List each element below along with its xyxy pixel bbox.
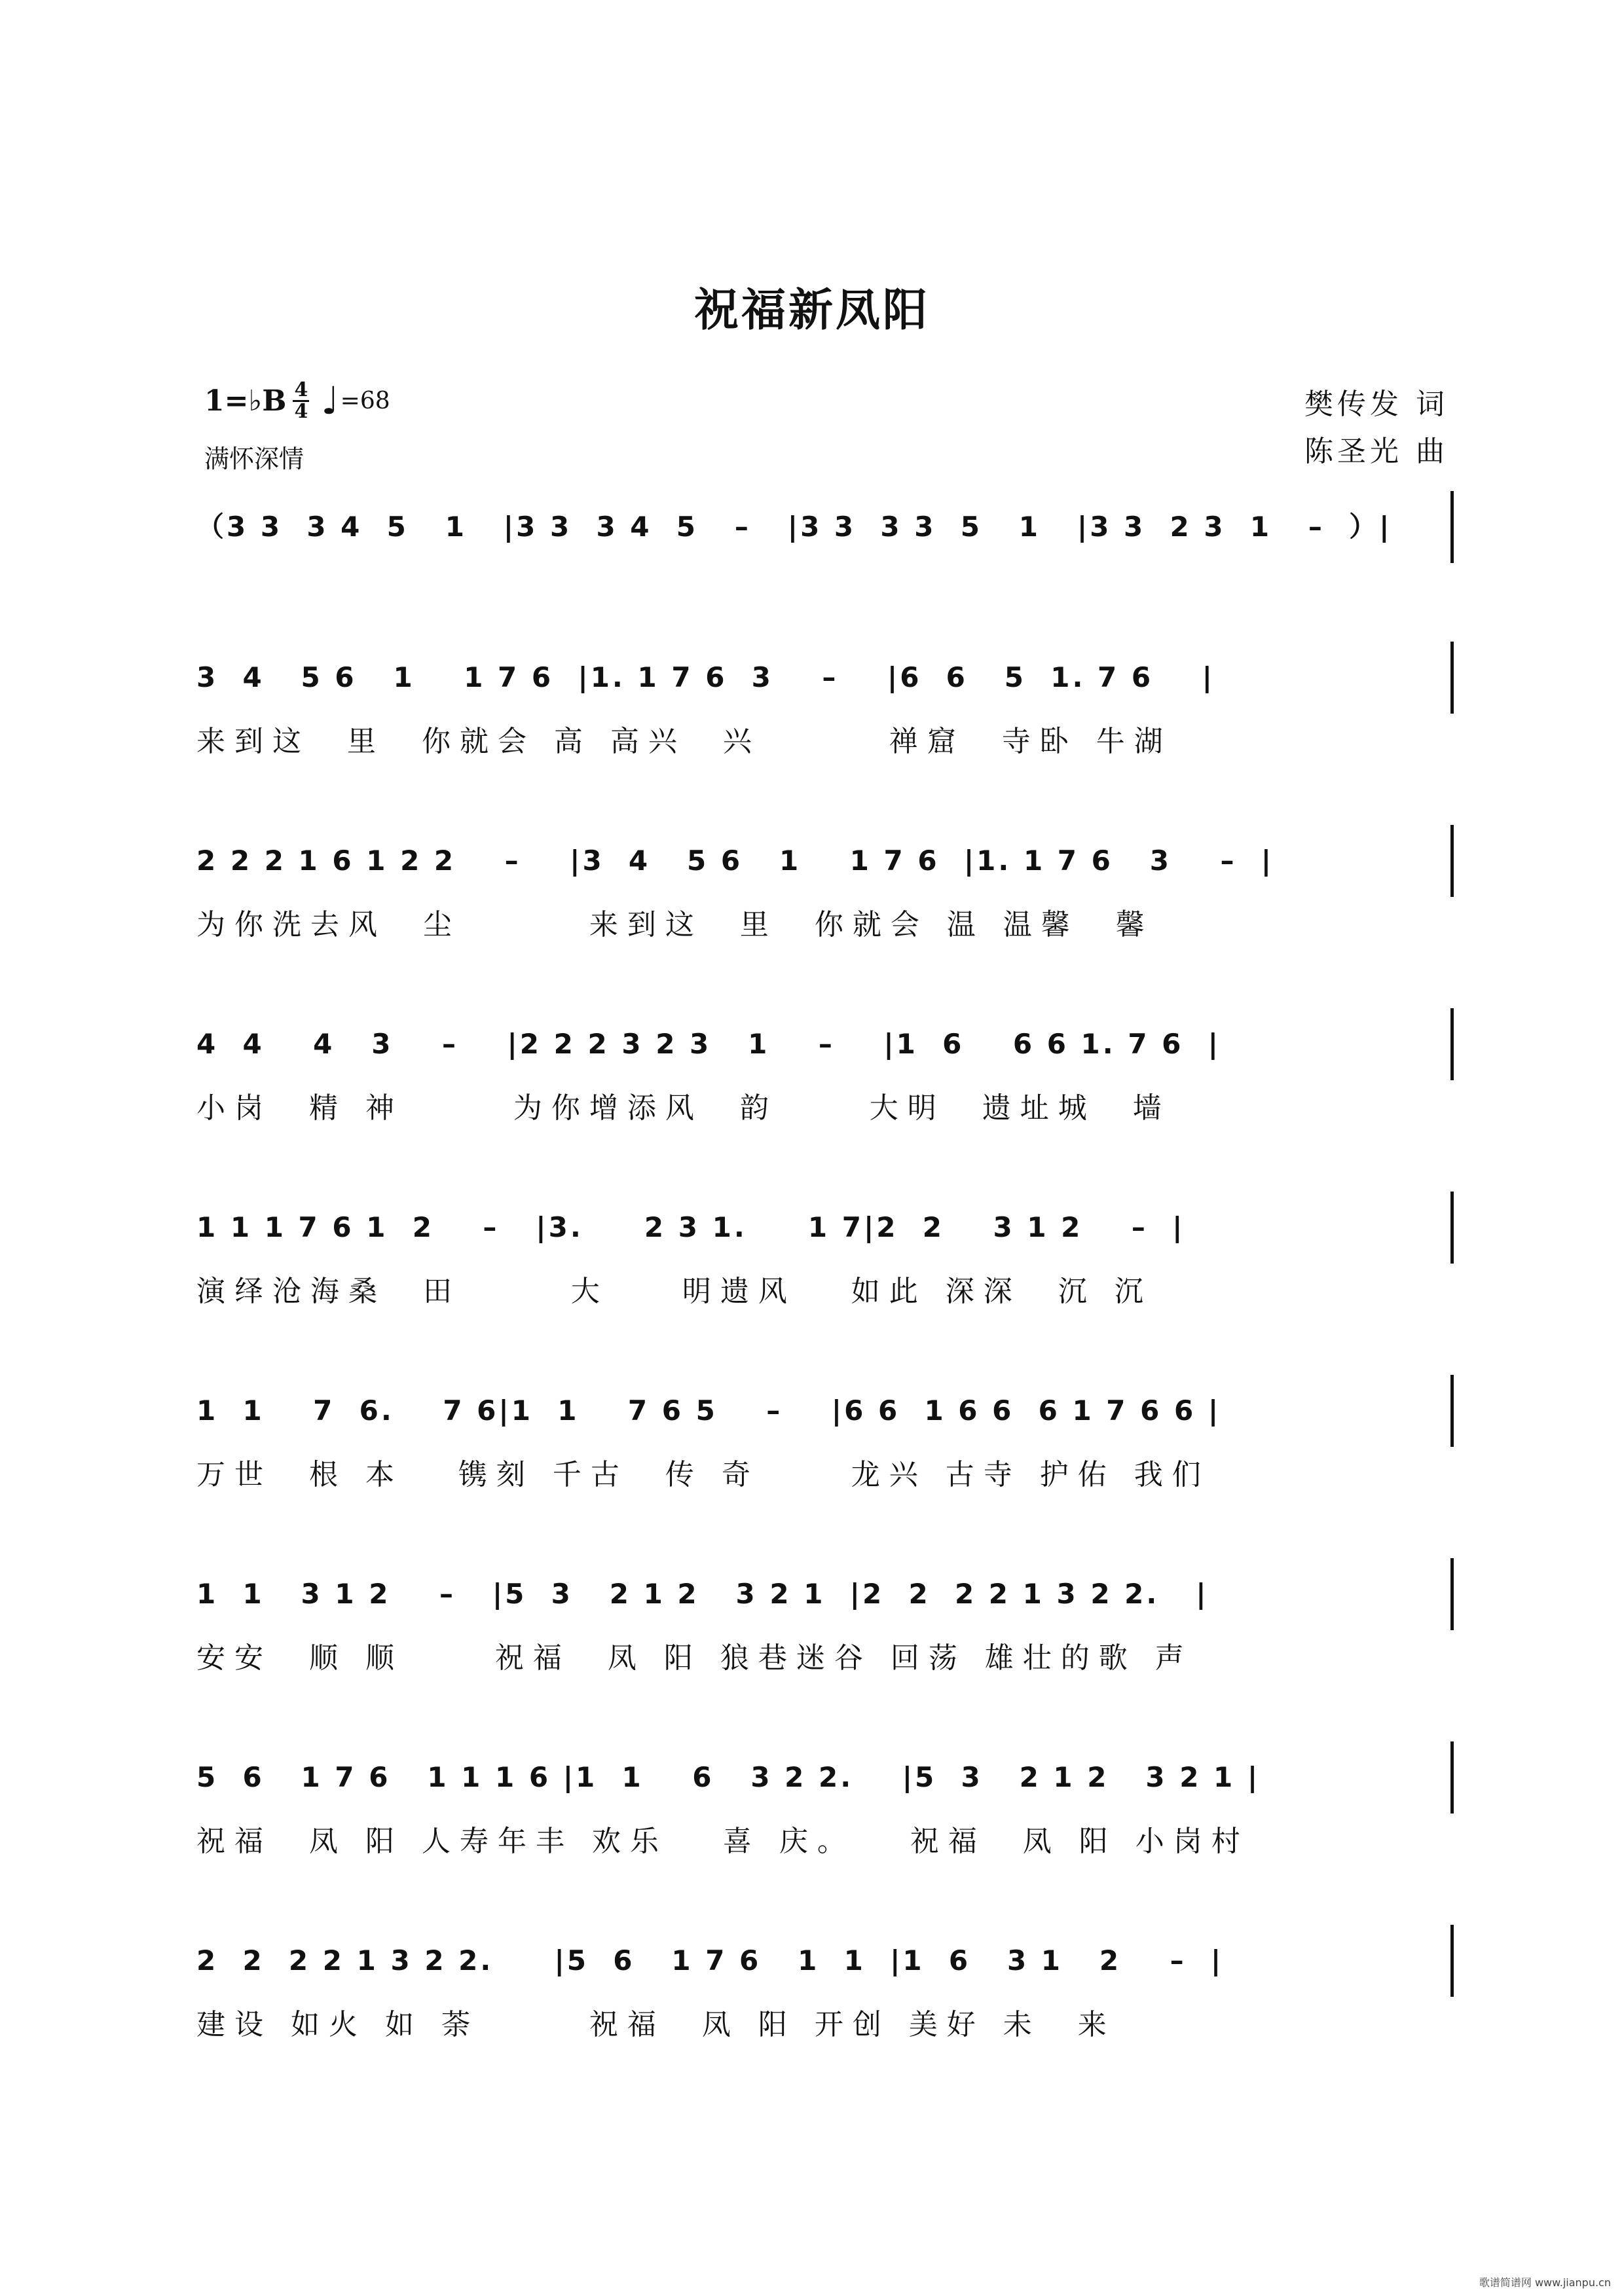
music-system-5: [196, 1192, 1454, 1315]
notation-line: 4 4 4 3 – |2 2 2 3 2 3 1 – |1 6 6 6 1. 7 6 |: [196, 1008, 1454, 1080]
meter-top: 4: [294, 378, 308, 401]
notation-line: 2 2 2 1 6 1 2 2 – |3 4 5 6 1 1 7 6 |1. 1 7 6 3 – |: [196, 825, 1454, 897]
notation-line: （3 3 3 4 5 1 |3 3 3 4 5 – |3 3 3 3 5 1 |3 3 2 3 1 – ）|: [196, 491, 1454, 563]
quarter-note-icon: ♩: [321, 378, 339, 423]
lyrics-line: 演绎沧海桑 田 大 明遗风 如此 深深 沉 沉: [196, 1275, 1153, 1308]
music-system-2: [196, 642, 1454, 765]
song-title: 祝福新凤阳: [693, 284, 930, 337]
music-system-7: [196, 1558, 1454, 1681]
notation-line: 3 4 5 6 1 1 7 6 |1. 1 7 6 3 – |6 6 5 1. 7 6 |: [196, 642, 1454, 714]
music-system-6: [196, 1375, 1454, 1498]
notation-line: 1 1 7 6. 7 6|1 1 7 6 5 – |6 6 1 6 6 6 1 7 6 6 |: [196, 1375, 1454, 1447]
lyrics-line: 万世 根 本 镌刻 千古 传 奇 龙兴 古寺 护佑 我们: [196, 1458, 1210, 1491]
music-system-9: [196, 1925, 1454, 2048]
key-label: 1=♭B: [204, 384, 287, 418]
tempo-marking: =68: [340, 387, 390, 414]
key-signature: [204, 378, 390, 423]
credits: [1304, 381, 1449, 475]
music-system-3: [196, 825, 1454, 948]
lyrics-line: 祝福 凤 阳 人寿年丰 欢乐 喜 庆。 祝福 凤 阳 小岗村: [196, 1825, 1249, 1858]
expression-marking: 满怀深情: [204, 445, 304, 473]
music-system-4: [196, 1008, 1454, 1131]
notation-line: 2 2 2 2 1 3 2 2. |5 6 1 7 6 1 1 |1 6 3 1 2 – |: [196, 1925, 1454, 1997]
meter-bottom: 4: [294, 399, 308, 423]
lyrics-line: 小岗 精 神 为你增添风 韵 大明 遗址城 墙: [196, 1091, 1171, 1125]
notation-line: 1 1 3 1 2 – |5 3 2 1 2 3 2 1 |2 2 2 2 1 3 2 2. |: [196, 1558, 1454, 1630]
watermark: 歌谱简谱网 www.jianpu.cn: [1479, 2276, 1611, 2289]
lyricist-credit: 樊传发 词: [1304, 388, 1449, 421]
lyrics-line: 为你洗去风 尘 来到这 里 你就会 温 温馨 馨: [196, 908, 1154, 941]
notation-line: 5 6 1 7 6 1 1 1 6 |1 1 6 3 2 2. |5 3 2 1 2 3 2 1 |: [196, 1741, 1454, 1813]
music-system-8: [196, 1741, 1454, 1865]
music-system-1: [196, 491, 1454, 563]
time-signature: [293, 380, 309, 422]
lyrics-line: 安安 顺 顺 祝福 凤 阳 狼巷迷谷 回荡 雄壮的歌 声: [196, 1641, 1193, 1675]
lyrics-line: 来到这 里 你就会 高 高兴 兴 禅窟 寺卧 牛湖: [196, 725, 1172, 758]
composer-credit: 陈圣光 曲: [1304, 435, 1449, 468]
notation-line: 1 1 1 7 6 1 2 – |3. 2 3 1. 1 7|2 2 3 1 2 – |: [196, 1192, 1454, 1264]
lyrics-line: 建设 如火 如 荼 祝福 凤 阳 开创 美好 未 来: [196, 2008, 1116, 2041]
